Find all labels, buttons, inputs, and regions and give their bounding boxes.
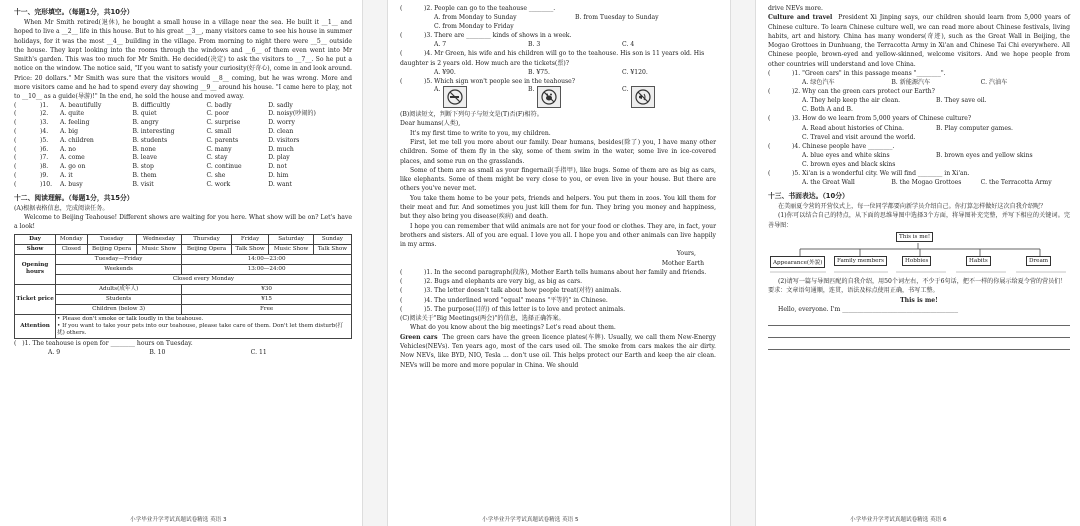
option[interactable]: B. brown eyes and yellow skins [936, 151, 1033, 159]
answer-bracket[interactable]: ( [768, 142, 771, 150]
mind-map [768, 232, 1070, 274]
answer-bracket[interactable]: ( [400, 5, 403, 12]
culture-paragraph: Culture and travel President Xi Jinping says, our children should learn from 5,000 years of Chinese culture. To learn Chinese culture well, we can read more about Chinese festivals, living habits, art and history. China has many wonders(奇迹), such as the Great Wall in Beijing, the Mogao Grottoes in Dunhuang, the Terracotta Army in Xi'an and Chinese Tai Chi everywhere. All Chinese people, brown-eyed and yellow-skinned, welcome visitors. And we hope people from other countries will understand and love China. [768, 14, 1071, 68]
no-noise-sign-icon [631, 86, 655, 108]
question-options [400, 22, 716, 31]
question: ( )2. People can go to the teahouse ________. [400, 5, 556, 12]
page-right [760, 0, 1080, 526]
cloze-option-row: ( )5. A. children B. students C. parents D. visitors [14, 137, 352, 146]
option[interactable]: C. she [206, 172, 226, 180]
letter-signature: Mother Earth [661, 259, 704, 267]
writing-heading: 十三、书面表达。（10分） [768, 192, 849, 201]
option[interactable]: B. interesting [132, 128, 175, 136]
sign-option-b[interactable]: B. [528, 86, 622, 108]
question-options [768, 105, 1070, 114]
question-options [768, 151, 1070, 160]
no-pets-sign-icon [537, 86, 561, 108]
table-cell: 14:00—23:00 [182, 254, 352, 264]
option[interactable]: B. Play computer games. [936, 124, 1013, 132]
question-options [400, 40, 716, 49]
cloze-option-row: ( )8. A. go on B. stop C. continue D. not [14, 163, 352, 172]
table-cell: Attention [15, 314, 56, 338]
question-options [400, 68, 716, 77]
option[interactable]: B. visit [132, 180, 154, 188]
table-cell: Music Show [136, 244, 182, 254]
mind-map-branch: Appearance(外貌) [770, 256, 825, 268]
cloze-option-row: ( )10. A. busy B. visit C. work D. want [14, 181, 352, 190]
table-cell: Wednesday [136, 234, 182, 244]
letter-paragraph: It's my first time to write to you, my children. [410, 129, 551, 137]
page-left [0, 0, 358, 526]
sign-option-a[interactable]: A. [434, 86, 528, 108]
option[interactable]: D. much [268, 145, 294, 153]
attention-note: • If you want to take your pets into our teahouse, please take care of them. Don't let them disturb(打扰) others. [57, 322, 344, 336]
table-row [15, 274, 352, 284]
table-cell: Weekends [56, 264, 182, 274]
option[interactable]: D. sadly [268, 101, 293, 109]
teahouse-questions [400, 4, 716, 86]
option[interactable]: C. Travel and visit around the world. [802, 133, 916, 141]
part-c-intro: (C)阅读关于"Big Meetings(两会)"的信息，选择正确答案。 [400, 315, 565, 323]
option[interactable]: A. 7 [434, 41, 447, 49]
option[interactable]: C. small [206, 128, 232, 136]
writing-start[interactable]: Hello, everyone. I'm ______________________________________ [778, 305, 959, 313]
table-cell: Opening hours [15, 254, 56, 284]
option[interactable]: A. ¥90. [434, 68, 456, 76]
option[interactable]: A. it [60, 172, 73, 180]
mind-map-branch: Dream [1026, 256, 1051, 266]
part-c-question: What do you know about the big meetings? Let's read about them. [410, 324, 616, 332]
answer-bracket[interactable]: ( [400, 77, 403, 85]
page-gutter [730, 0, 756, 526]
table-cell: Children (below 3) [56, 304, 182, 314]
teahouse-welcome: Welcome to Beijing Teahouse! Different shows are waiting for you here. What show will be on? Let's have a look! [14, 213, 352, 231]
table-row [15, 244, 352, 254]
question: ( )1. In the second paragraph(段落), Mother Earth tells humans about her family and friends. [400, 269, 707, 277]
table-cell: Thursday [182, 234, 232, 244]
table-cell: Adults(成年人) [56, 284, 182, 294]
writing-task-2: (2)请写一篇与导图匹配的自我介绍，用50个词左右，不少于6句话，把不一样的你展示给夏令营的营员们！ [778, 277, 1067, 285]
cloze-options [14, 102, 352, 190]
option[interactable]: D. noisy(吵闹的) [268, 110, 316, 118]
option[interactable]: C. surprise [206, 119, 241, 127]
question: ( )4. The underlined word "equal" means "平等的" in Chinese. [400, 296, 608, 304]
answer-bracket[interactable]: ( [14, 172, 17, 180]
question: ( )3. The letter doesn't talk about how people treat(对待) animals. [400, 287, 622, 295]
answer-bracket[interactable]: ( [14, 110, 17, 118]
table-cell: ¥15 [182, 294, 352, 304]
question: ( )5. Which sign won't people see in the teahouse? [400, 77, 576, 85]
option[interactable]: C. Both A and B. [802, 106, 853, 114]
option[interactable]: C. badly [206, 101, 232, 109]
table-cell: Music Show [269, 244, 313, 254]
table-cell: Beijing Opera [182, 244, 232, 254]
table-cell: Tuesday—Friday [56, 254, 182, 264]
table-row [15, 294, 352, 304]
table-cell: Free [182, 304, 352, 314]
answer-bracket[interactable]: ( [768, 115, 771, 123]
table-cell: Saturday [269, 234, 313, 244]
teahouse-table [14, 234, 352, 339]
question-options [768, 96, 1070, 105]
table-cell: Ticket price [15, 284, 56, 314]
table-row [15, 314, 352, 338]
option[interactable]: D. play [268, 154, 290, 162]
page-footer: 小学毕业升学考试真题试卷精选 英语 5 [482, 517, 579, 523]
table-cell: Friday [231, 234, 269, 244]
answer-bracket[interactable]: ( [400, 32, 403, 40]
table-cell: Sunday [313, 234, 351, 244]
table-cell [56, 314, 352, 338]
cloze-option-row: ( )9. A. it B. them C. she D. him [14, 172, 352, 181]
answer-bracket[interactable]: ( [14, 180, 17, 188]
option[interactable]: C. stay [206, 154, 228, 162]
option[interactable]: C. continue [206, 163, 242, 171]
cloze-heading: 十一、完形填空。（每题1分，共10分） [14, 8, 134, 16]
table-cell: Beijing Opera [87, 244, 136, 254]
table-cell: Closed every Monday [56, 274, 352, 284]
question-options [768, 78, 1070, 87]
writing-line[interactable] [768, 314, 1070, 326]
cloze-option-row: ( )7. A. come B. leave C. stay D. play [14, 154, 352, 163]
option[interactable]: A. come [60, 154, 85, 162]
question: ( )1. The teahouse is open for ________ hours on Tuesday. [14, 339, 193, 347]
cloze-passage: When Mr Smith retired(退休), he bought a small house in a village near the sea. He built it __1__ and hoped to live a __2__ life in this house. But to his great __3__, many visitors came to see his house in summer holidays, for it was the most __4__ building in the village. From morning to night there were __5__ outside the house. They kept looking into the rooms through the windows and __6__ of them even went into Mr Smith's garden. This was too much for Mr Smith. He decided(决定) to ask the visitors to __7__. So he put a notice on the window. The notice said, "If you want to satisfy your curiosity(好奇心), come in and look around. Price: 20 dollars." Mr Smith was sure that the visitors would __8__ coming, but he was wrong. More and more visitors came and he had to spend every day showing __9__ around his house. "I came here to play, not to __10__ as a guide(导游)!" In the end, he sold the house and moved away. [14, 19, 352, 101]
answer-bracket[interactable]: ( [768, 70, 771, 78]
table-row [15, 254, 352, 264]
option[interactable]: A. beautifully [60, 101, 102, 109]
option[interactable]: C. brown eyes and black skins [802, 160, 896, 168]
option[interactable]: D. not [268, 163, 287, 171]
option[interactable]: B. from Tuesday to Sunday [575, 14, 659, 22]
option[interactable]: B. angry [132, 119, 159, 127]
table-row [15, 264, 352, 274]
option[interactable]: B. leave [132, 154, 158, 162]
option[interactable]: A. blue eyes and white skins [802, 151, 890, 159]
sign-option-c[interactable]: C. [622, 86, 716, 108]
option[interactable]: A. quite [60, 110, 85, 118]
option[interactable]: B. stop [132, 163, 154, 171]
table-row [15, 304, 352, 314]
letter-body [400, 129, 716, 250]
table-cell: Show [15, 244, 56, 254]
mind-map-branch: Habits [966, 256, 991, 266]
attention-note: • Please don't smoke or talk loudly in the teahouse. [57, 315, 204, 322]
question: ( )1. "Green cars" in this passage means "________". [768, 70, 946, 78]
option[interactable]: A. 绿色汽车 [802, 79, 835, 87]
cloze-option-row: ( )2. A. quite B. quiet C. poor D. noisy(吵闹的) [14, 110, 352, 119]
table-cell: Talk Show [313, 244, 351, 254]
green-cars-continued: drive NEVs more. [768, 5, 823, 12]
question: ( )4. Chinese people have ________. [768, 142, 895, 150]
option[interactable]: B. quiet [132, 110, 157, 118]
option[interactable]: A. the Great Wall [802, 179, 855, 187]
question-options [768, 160, 1070, 169]
answer-bracket[interactable]: ( [400, 50, 403, 58]
option[interactable]: A. Read about histories of China. [802, 124, 904, 132]
writing-line[interactable] [768, 326, 1070, 338]
option[interactable]: B. students [132, 136, 168, 144]
option[interactable]: C. poor [206, 110, 229, 118]
green-cars-paragraph: Green cars The green cars have the green licence plates(车牌). Usually, we call them New-Energy Vehicles(NEVs). Ten years ago, most of the cars used oil. The smoke from cars makes the air dirty. Now NEVs, like BYD, NIO, Tesla ... don't use oil. This helps protect our Earth and keep the air clean. NEVs will be more and more popular in China. We should [400, 333, 716, 369]
writing-intro: 在美丽夏令营的开营仪式上，每一位同学都要向新学员介绍自己。你打算怎样做好这次自我介绍呢？ [778, 203, 1047, 211]
option[interactable]: C. the Terracotta Army [980, 179, 1052, 187]
option[interactable]: C. 汽油车 [980, 79, 1008, 87]
option[interactable]: A. no [60, 145, 76, 153]
mind-map-center: This is me! [896, 232, 933, 242]
option[interactable]: D. want [268, 180, 292, 188]
question-options [768, 178, 1070, 187]
letter-salutation: Dear humans(人类), [400, 120, 461, 128]
option[interactable]: A. children [60, 136, 94, 144]
mind-map-branch: Hobbies [902, 256, 931, 266]
option[interactable]: A. busy [60, 180, 83, 188]
page-middle [392, 0, 722, 526]
answer-bracket[interactable]: ( [14, 119, 17, 127]
answer-bracket[interactable]: ( [14, 136, 17, 144]
no-smoking-sign-icon [443, 86, 467, 108]
option[interactable]: B. difficultly [132, 101, 171, 109]
option[interactable]: B. 新能源汽车 [891, 79, 931, 87]
letter-paragraph: I hope you can remember that wild animals are not for your food or clothes. They are, in fact, your brothers and sisters. All of you are equal. I love you all. I hope you and other animals can live happily in my arms. [400, 222, 716, 249]
writing-line[interactable] [768, 338, 1070, 350]
reading-heading: 十二、阅读理解。（每题1分，共15分） [14, 193, 134, 202]
cloze-option-row: ( )3. A. feeling B. angry C. surprise D. worry [14, 119, 352, 128]
answer-bracket[interactable]: ( [400, 296, 403, 304]
answer-bracket[interactable]: ( [400, 278, 403, 286]
cloze-option-row: ( )6. A. no B. none C. many D. much [14, 146, 352, 155]
cloze-option-row: ( )4. A. big B. interesting C. small D. clean [14, 128, 352, 137]
writing-task-1: (1)你可以结合自己的特点，从下面的思维导图中选择3个方面，将导图补充完整，并写下相应的关键词。完善导图： [768, 212, 1070, 229]
question-options [400, 13, 716, 22]
option[interactable]: A. feeling [60, 119, 90, 127]
true-false-questions [400, 268, 716, 314]
option[interactable]: B. none [132, 145, 156, 153]
question: ( )2. Why can the green cars protect our Earth? [768, 88, 935, 96]
table-cell: Day [15, 234, 56, 244]
question: ( )5. Xi'an is a wonderful city. We will find ________ in Xi'an. [768, 169, 970, 177]
option[interactable]: B. ¥75. [528, 68, 550, 76]
cloze-option-row: ( )1. A. beautifully B. difficultly C. badly D. sadly [14, 102, 352, 111]
option[interactable]: B. them [132, 172, 157, 180]
question: ( )2. Bugs and elephants are very big, as big as cars. [400, 278, 583, 286]
answer-bracket[interactable]: ( [400, 287, 403, 295]
table-cell: 13:00—24:00 [182, 264, 352, 274]
option[interactable]: B. They save oil. [936, 97, 987, 105]
question: ( )5. The purpose(目的) of this letter is to love and protect animals. [400, 305, 626, 313]
option[interactable]: C. ¥120. [622, 68, 648, 76]
option[interactable]: B. 3 [528, 41, 541, 49]
letter-paragraph: You take them home to be your pets, friends and helpers. You put them in zoos. You kill them for their meat and fur. And sometimes you just kill them for fun. They bring you money and happiness, but they also bring you disease(疾病) and death. [400, 194, 716, 221]
part-b-intro: (B)阅读短文，判断下列句子与短文是(T)否(F)相符。 [400, 111, 543, 119]
table-row [15, 234, 352, 244]
letter-paragraph: First, let me tell you more about our family. Dear humans, besides(除了) you, I have many other children. Some of them fly in the sky, some of them swim in the water, some live in ice-covered places, and some run on the grasslands. [400, 138, 716, 165]
option[interactable]: C. work [206, 180, 231, 188]
answer-bracket[interactable]: ( [400, 269, 403, 277]
table-cell: Talk Show [231, 244, 269, 254]
option[interactable]: D. visitors [268, 136, 300, 144]
page-footer: 小学毕业升学考试真题试卷精选 英语 3 [130, 517, 227, 523]
mind-map-branch: Family members [834, 256, 887, 266]
option[interactable]: A. from Monday to Sunday [434, 14, 517, 22]
question-options: A. 9 B. 10 C. 11 [48, 348, 267, 356]
option[interactable]: C. parents [206, 136, 239, 144]
letter-paragraph: Some of them are as small as your fingernail(手指甲), like bugs. Some of them are as big as cars, like elephants. Some of them might be very close to you, or even live in your house. But there are others you've never met. [400, 166, 716, 193]
part-a-intro: (A)根据表格信息，完成阅读任务。 [14, 204, 109, 212]
letter-closing: Yours, [676, 250, 696, 258]
answer-bracket[interactable]: ( [14, 128, 17, 136]
writing-requirements: 要求：文章语句通顺，连贯，语法及标点使用正确，书写工整。 [768, 287, 939, 295]
answer-bracket[interactable]: ( [14, 145, 17, 153]
answer-bracket[interactable]: ( [768, 88, 771, 96]
question-options [768, 133, 1070, 142]
table-cell: Monday [56, 234, 88, 244]
table-cell: Students [56, 294, 182, 304]
question-options [768, 124, 1070, 133]
answer-bracket[interactable]: ( [14, 163, 17, 171]
question: ( )3. How do we learn from 5,000 years of Chinese culture? [768, 115, 972, 123]
option[interactable]: D. worry [268, 119, 295, 127]
writing-title: This is me! [900, 296, 938, 304]
option[interactable]: A. go on [60, 163, 86, 171]
table-row [15, 284, 352, 294]
option[interactable]: A. big [60, 128, 79, 136]
option[interactable]: C. many [206, 145, 232, 153]
option[interactable]: B. the Mogao Grottoes [891, 179, 962, 187]
option[interactable]: A. They help keep the air clean. [802, 97, 901, 105]
option[interactable]: C. from Monday to Friday [434, 23, 514, 31]
question: ( )3. There are ________ kinds of shows in a week. [400, 32, 572, 40]
big-meetings-questions [768, 69, 1070, 187]
question: ( )4. Mr Green, his wife and his children will go to the teahouse. His son is 11 years old. His daughter is 2 years old. How much are the tickets(票)? [400, 50, 705, 67]
page-footer: 小学毕业升学考试真题试卷精选 英语 6 [850, 517, 947, 523]
page-gutter [362, 0, 388, 526]
table-cell: ¥30 [182, 284, 352, 294]
answer-bracket[interactable]: ( [768, 169, 771, 177]
sign-options [400, 86, 716, 108]
table-cell: Closed [56, 244, 88, 254]
option[interactable]: C. 4 [622, 41, 635, 49]
option[interactable]: D. him [268, 172, 289, 180]
answer-bracket[interactable]: ( [14, 154, 17, 162]
option[interactable]: D. clean [268, 128, 294, 136]
answer-bracket[interactable]: ( [400, 305, 403, 313]
answer-bracket[interactable]: ( [14, 101, 17, 109]
table-cell: Tuesday [87, 234, 136, 244]
